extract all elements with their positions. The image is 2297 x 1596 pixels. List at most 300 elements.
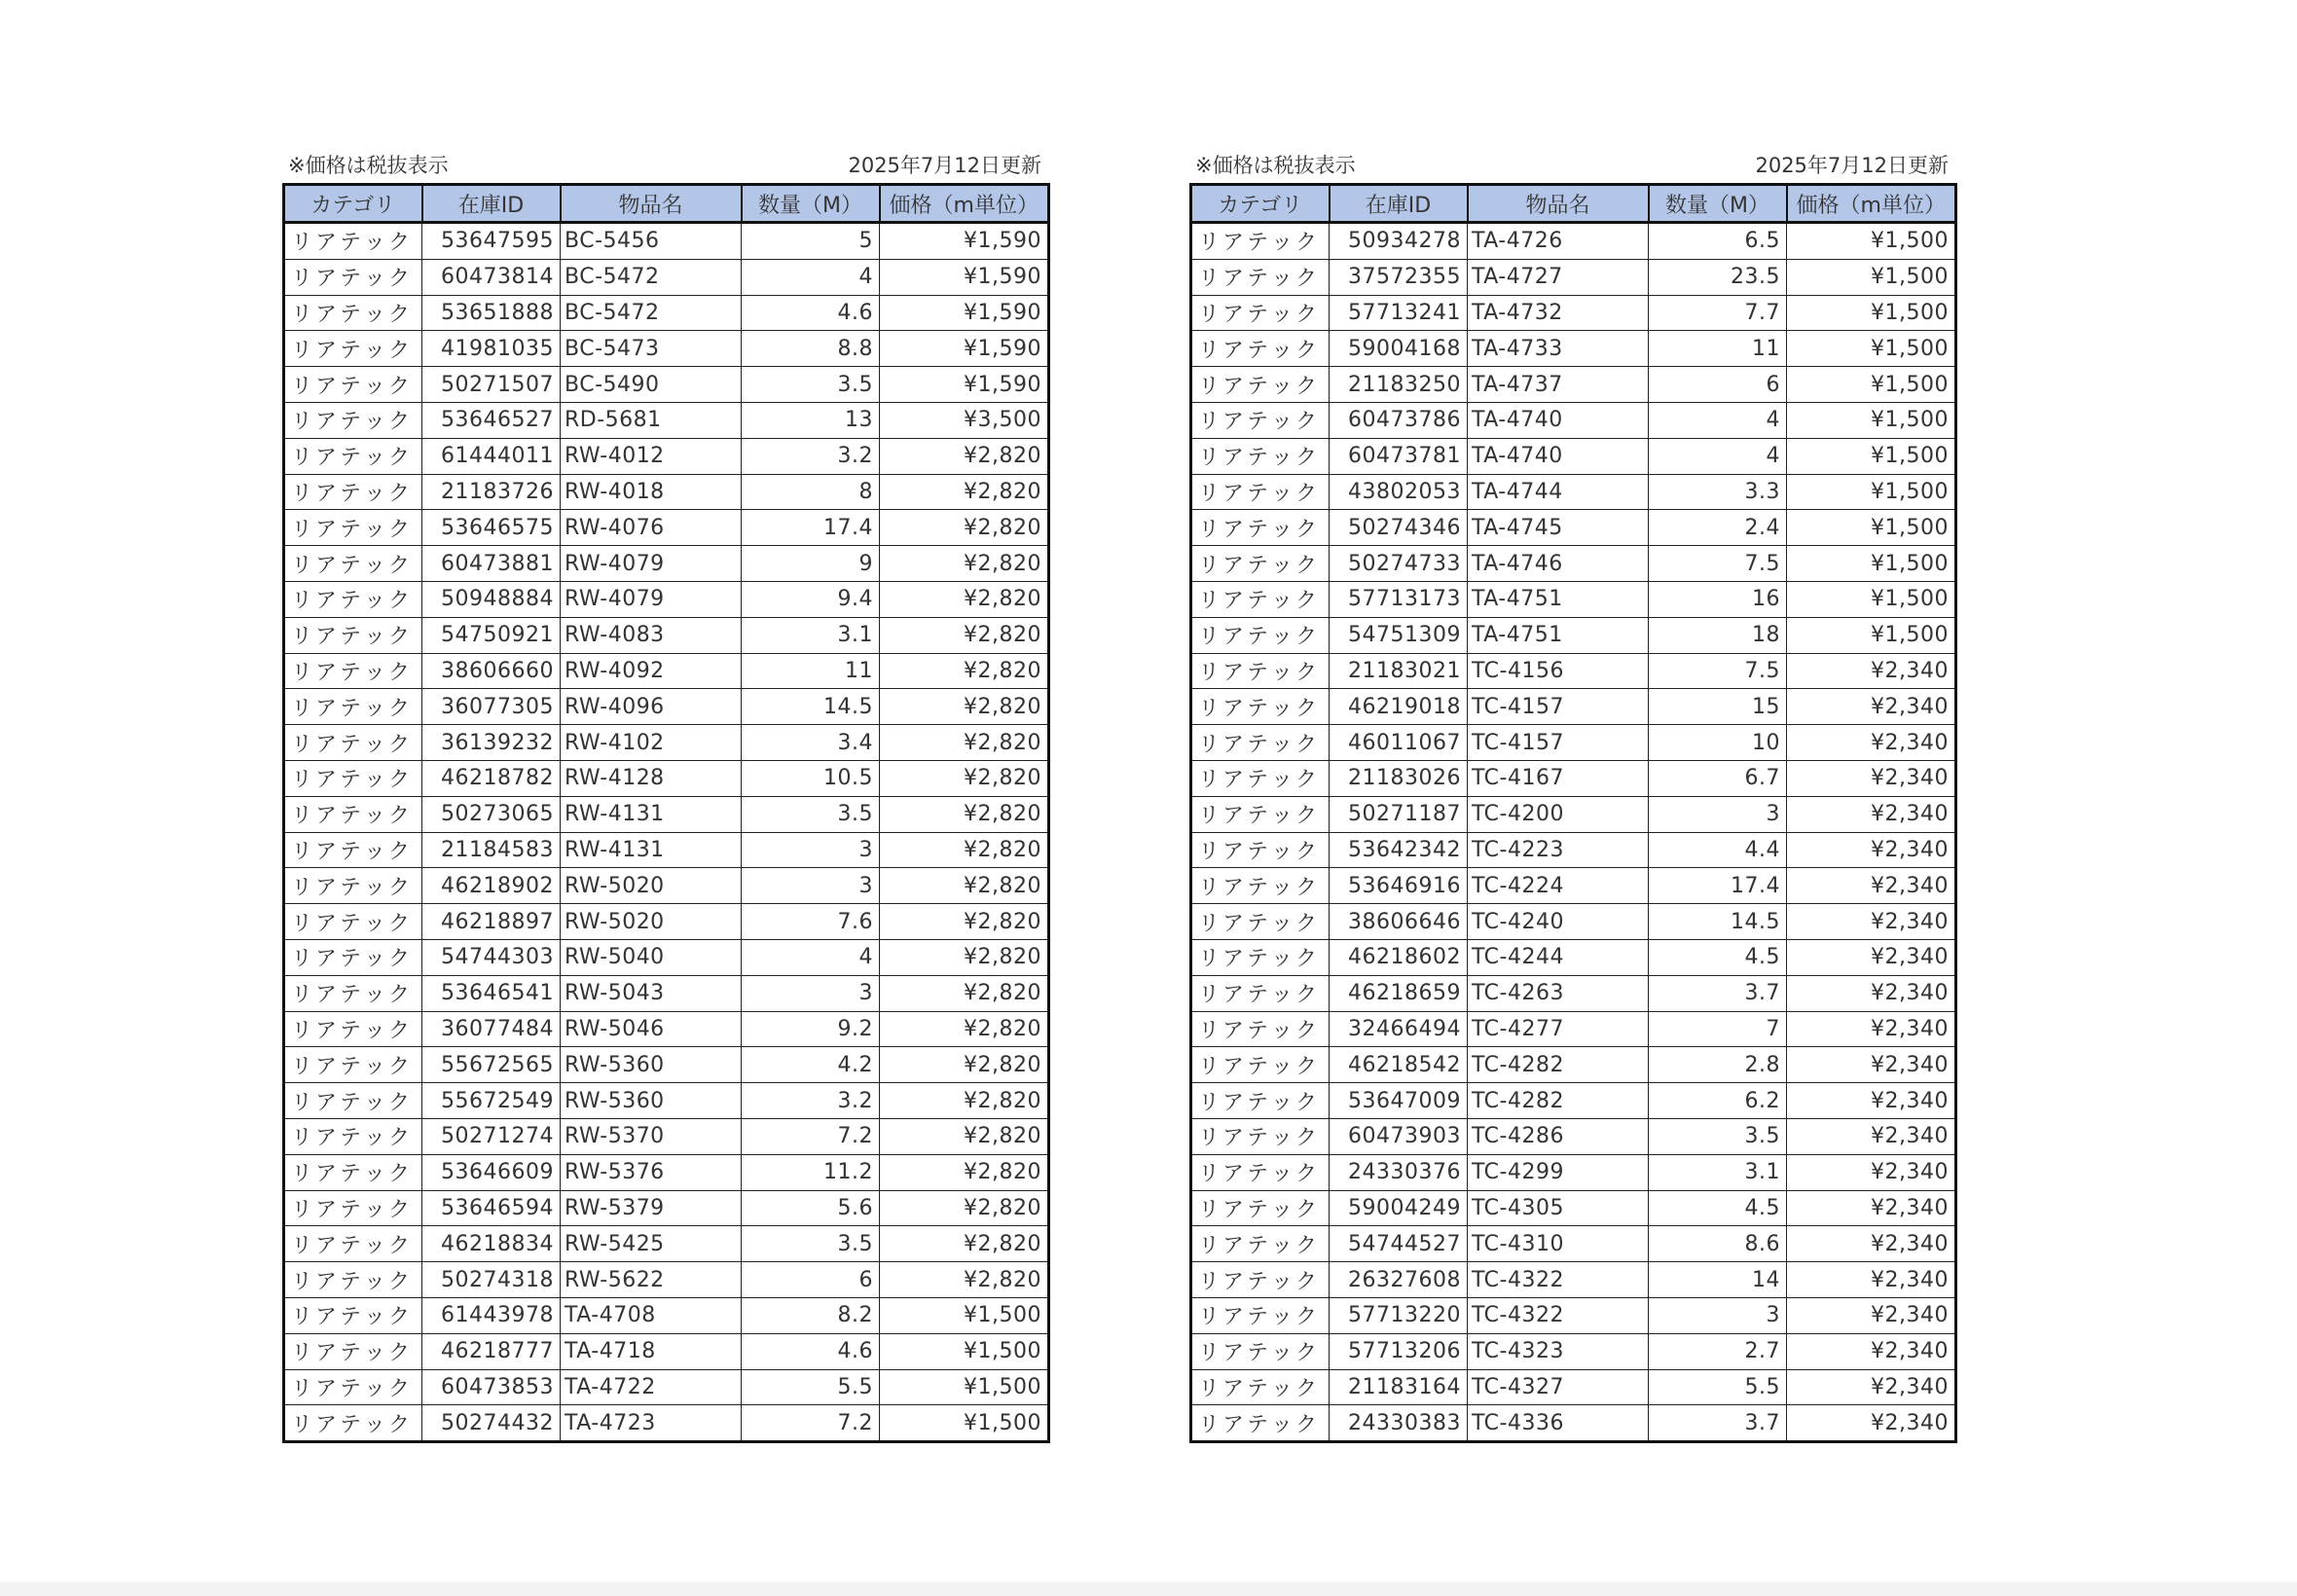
cell-stock-id: 50271507 [422,367,561,403]
header-quantity: 数量（M） [742,185,880,223]
cell-price: ¥1,500 [1787,546,1956,582]
table-row [284,1226,1049,1262]
cell-stock-id: 38606660 [422,653,561,689]
cell-price: ¥1,500 [1787,223,1956,260]
table-row [1191,1083,1956,1119]
cell-category: リアテック [1191,402,1330,438]
cell-quantity: 5.6 [742,1190,880,1226]
cell-price: ¥2,340 [1787,1405,1956,1442]
cell-stock-id: 46218782 [422,760,561,796]
cell-category: リアテック [1191,259,1330,295]
cell-item-name: RW-5360 [561,1083,742,1119]
cell-item-name: TC-4263 [1468,975,1649,1011]
cell-item-name: TA-4744 [1468,474,1649,510]
cell-stock-id: 21183021 [1330,653,1468,689]
cell-quantity: 3.5 [742,1226,880,1262]
cell-item-name: RW-4079 [561,546,742,582]
table-row [1191,689,1956,725]
cell-category: リアテック [284,367,422,403]
cell-quantity: 6.7 [1649,760,1787,796]
inventory-table [282,183,1050,1443]
cell-price: ¥2,340 [1787,1262,1956,1298]
cell-item-name: TC-4327 [1468,1369,1649,1405]
header-stock-id: 在庫ID [1330,185,1468,223]
cell-item-name: TA-4718 [561,1333,742,1369]
cell-price: ¥2,820 [880,546,1049,582]
cell-item-name: RW-5379 [561,1190,742,1226]
cell-stock-id: 21183250 [1330,367,1468,403]
cell-quantity: 4.6 [742,1333,880,1369]
cell-item-name: TA-4740 [1468,438,1649,474]
cell-price: ¥2,820 [880,1154,1049,1190]
cell-stock-id: 26327608 [1330,1262,1468,1298]
table-row [284,1011,1049,1047]
inventory-sheet-right [1189,148,1954,1443]
cell-category: リアテック [1191,1047,1330,1083]
cell-price: ¥2,340 [1787,1190,1956,1226]
cell-item-name: TA-4751 [1468,581,1649,617]
cell-price: ¥2,820 [880,904,1049,940]
cell-category: リアテック [284,474,422,510]
cell-price: ¥2,340 [1787,975,1956,1011]
cell-category: リアテック [284,689,422,725]
table-row [1191,402,1956,438]
cell-item-name: RW-5020 [561,868,742,904]
cell-price: ¥2,340 [1787,1369,1956,1405]
table-row [1191,223,1956,260]
cell-item-name: TC-4244 [1468,939,1649,975]
cell-category: リアテック [284,617,422,653]
cell-item-name: TC-4277 [1468,1011,1649,1047]
cell-quantity: 10 [1649,725,1787,761]
cell-price: ¥2,820 [880,474,1049,510]
cell-category: リアテック [284,653,422,689]
cell-stock-id: 55672549 [422,1083,561,1119]
table-row [1191,975,1956,1011]
table-row [284,474,1049,510]
cell-item-name: TA-4708 [561,1297,742,1333]
table-row [1191,1405,1956,1442]
cell-category: リアテック [284,510,422,546]
cell-price: ¥2,340 [1787,868,1956,904]
cell-price: ¥2,820 [880,581,1049,617]
cell-quantity: 8.8 [742,331,880,367]
cell-stock-id: 46218602 [1330,939,1468,975]
table-row [1191,832,1956,868]
cell-price: ¥2,340 [1787,939,1956,975]
cell-stock-id: 50274346 [1330,510,1468,546]
cell-price: ¥1,500 [880,1369,1049,1405]
cell-category: リアテック [1191,1011,1330,1047]
cell-price: ¥2,820 [880,1226,1049,1262]
cell-price: ¥1,500 [880,1405,1049,1442]
cell-stock-id: 53651888 [422,295,561,331]
cell-item-name: TA-4737 [1468,367,1649,403]
cell-stock-id: 53646609 [422,1154,561,1190]
cell-item-name: RW-5425 [561,1226,742,1262]
table-row [284,904,1049,940]
cell-quantity: 7.7 [1649,295,1787,331]
cell-quantity: 4.6 [742,295,880,331]
cell-quantity: 8 [742,474,880,510]
cell-stock-id: 50271274 [422,1118,561,1154]
cell-quantity: 4.5 [1649,1190,1787,1226]
cell-stock-id: 53642342 [1330,832,1468,868]
cell-price: ¥1,500 [1787,617,1956,653]
table-row [284,689,1049,725]
table-row [1191,617,1956,653]
cell-quantity: 3.1 [742,617,880,653]
cell-stock-id: 24330376 [1330,1154,1468,1190]
cell-item-name: TA-4733 [1468,331,1649,367]
cell-quantity: 9 [742,546,880,582]
cell-item-name: TA-4745 [1468,510,1649,546]
header-item-name: 物品名 [561,185,742,223]
cell-price: ¥2,340 [1787,1333,1956,1369]
cell-stock-id: 21184583 [422,832,561,868]
cell-category: リアテック [1191,1083,1330,1119]
cell-quantity: 3.1 [1649,1154,1787,1190]
cell-quantity: 8.6 [1649,1226,1787,1262]
cell-price: ¥1,590 [880,331,1049,367]
table-row [284,331,1049,367]
cell-quantity: 17.4 [1649,868,1787,904]
cell-quantity: 7.5 [1649,546,1787,582]
cell-category: リアテック [1191,438,1330,474]
cell-stock-id: 46011067 [1330,725,1468,761]
cell-stock-id: 36077305 [422,689,561,725]
table-row [284,760,1049,796]
page-footer-band [0,1582,2297,1596]
cell-stock-id: 60473781 [1330,438,1468,474]
cell-item-name: RW-4076 [561,510,742,546]
cell-price: ¥2,820 [880,510,1049,546]
cell-price: ¥2,820 [880,689,1049,725]
table-row [284,1047,1049,1083]
cell-stock-id: 21183164 [1330,1369,1468,1405]
cell-price: ¥2,340 [1787,1118,1956,1154]
cell-stock-id: 57713241 [1330,295,1468,331]
cell-quantity: 5.5 [742,1369,880,1405]
cell-item-name: RW-4092 [561,653,742,689]
cell-quantity: 7.5 [1649,653,1787,689]
sheet-caption [1189,148,1954,183]
cell-quantity: 3.7 [1649,975,1787,1011]
cell-category: リアテック [284,331,422,367]
cell-price: ¥2,820 [880,1262,1049,1298]
cell-stock-id: 50274432 [422,1405,561,1442]
header-stock-id: 在庫ID [422,185,561,223]
cell-category: リアテック [284,259,422,295]
cell-category: リアテック [1191,939,1330,975]
header-category: カテゴリ [1191,185,1330,223]
cell-category: リアテック [284,223,422,260]
cell-quantity: 3 [742,868,880,904]
table-row [1191,510,1956,546]
cell-category: リアテック [284,402,422,438]
cell-item-name: RW-5360 [561,1047,742,1083]
cell-price: ¥2,340 [1787,1226,1956,1262]
cell-stock-id: 50934278 [1330,223,1468,260]
cell-price: ¥2,820 [880,725,1049,761]
cell-category: リアテック [284,1405,422,1442]
cell-price: ¥2,820 [880,617,1049,653]
cell-stock-id: 37572355 [1330,259,1468,295]
cell-category: リアテック [284,939,422,975]
table-row [284,725,1049,761]
cell-quantity: 3.2 [742,1083,880,1119]
table-row [284,1262,1049,1298]
cell-quantity: 3.2 [742,438,880,474]
table-row [284,1369,1049,1405]
cell-item-name: TC-4282 [1468,1083,1649,1119]
table-row [284,367,1049,403]
table-row [1191,1047,1956,1083]
cell-category: リアテック [284,832,422,868]
header-price: 価格（m単位） [1787,185,1956,223]
cell-category: リアテック [284,1226,422,1262]
cell-price: ¥2,820 [880,1190,1049,1226]
cell-price: ¥3,500 [880,402,1049,438]
cell-stock-id: 38606646 [1330,904,1468,940]
cell-item-name: RW-5622 [561,1262,742,1298]
table-row [284,796,1049,832]
cell-item-name: TC-4336 [1468,1405,1649,1442]
table-row [1191,546,1956,582]
cell-category: リアテック [1191,1190,1330,1226]
table-row [284,653,1049,689]
cell-stock-id: 53647595 [422,223,561,260]
cell-price: ¥1,500 [1787,259,1956,295]
table-row [284,832,1049,868]
table-row [284,617,1049,653]
table-row [1191,438,1956,474]
cell-stock-id: 60473881 [422,546,561,582]
table-row [284,1154,1049,1190]
cell-item-name: TC-4299 [1468,1154,1649,1190]
cell-stock-id: 57713173 [1330,581,1468,617]
cell-category: リアテック [1191,1369,1330,1405]
cell-item-name: RW-4131 [561,796,742,832]
cell-stock-id: 59004249 [1330,1190,1468,1226]
cell-item-name: TC-4156 [1468,653,1649,689]
cell-stock-id: 57713206 [1330,1333,1468,1369]
header-row [284,185,1049,223]
table-row [1191,1011,1956,1047]
cell-category: リアテック [1191,367,1330,403]
cell-stock-id: 46218542 [1330,1047,1468,1083]
cell-item-name: RW-5376 [561,1154,742,1190]
table-row [284,1333,1049,1369]
cell-quantity: 10.5 [742,760,880,796]
cell-price: ¥1,590 [880,223,1049,260]
cell-stock-id: 54744303 [422,939,561,975]
cell-category: リアテック [1191,653,1330,689]
cell-stock-id: 53646527 [422,402,561,438]
cell-price: ¥2,820 [880,939,1049,975]
cell-category: リアテック [284,1333,422,1369]
update-date: 2025年7月12日更新 [1755,154,1949,177]
table-row [284,1297,1049,1333]
cell-quantity: 2.8 [1649,1047,1787,1083]
cell-quantity: 8.2 [742,1297,880,1333]
cell-category: リアテック [284,1154,422,1190]
cell-quantity: 11.2 [742,1154,880,1190]
cell-quantity: 3 [1649,796,1787,832]
table-row [1191,367,1956,403]
cell-item-name: TC-4157 [1468,725,1649,761]
cell-stock-id: 24330383 [1330,1405,1468,1442]
table-row [284,402,1049,438]
cell-item-name: RW-4102 [561,725,742,761]
cell-category: リアテック [1191,295,1330,331]
header-price: 価格（m単位） [880,185,1049,223]
table-row [1191,1333,1956,1369]
table-row [284,868,1049,904]
table-row [284,295,1049,331]
cell-category: リアテック [1191,975,1330,1011]
table-row [284,438,1049,474]
cell-price: ¥2,820 [880,868,1049,904]
cell-item-name: RW-4131 [561,832,742,868]
cell-stock-id: 53646916 [1330,868,1468,904]
cell-item-name: TC-4157 [1468,689,1649,725]
cell-quantity: 3.5 [742,796,880,832]
cell-item-name: RD-5681 [561,402,742,438]
cell-item-name: TC-4305 [1468,1190,1649,1226]
cell-category: リアテック [1191,1333,1330,1369]
cell-category: リアテック [1191,1297,1330,1333]
table-row [1191,581,1956,617]
tax-note: ※価格は税抜表示 [288,154,449,177]
inventory-table [1189,183,1957,1443]
cell-stock-id: 50274318 [422,1262,561,1298]
cell-quantity: 2.7 [1649,1333,1787,1369]
cell-item-name: TA-4740 [1468,402,1649,438]
cell-stock-id: 32466494 [1330,1011,1468,1047]
cell-category: リアテック [284,1369,422,1405]
cell-price: ¥1,590 [880,259,1049,295]
cell-stock-id: 60473814 [422,259,561,295]
cell-quantity: 16 [1649,581,1787,617]
cell-category: リアテック [284,1047,422,1083]
cell-quantity: 5.5 [1649,1369,1787,1405]
table-row [1191,259,1956,295]
cell-category: リアテック [284,1262,422,1298]
cell-stock-id: 60473853 [422,1369,561,1405]
cell-category: リアテック [1191,223,1330,260]
inventory-sheet-left [282,148,1047,1443]
cell-category: リアテック [1191,1262,1330,1298]
cell-item-name: TA-4727 [1468,259,1649,295]
header-row [1191,185,1956,223]
table-row [1191,1190,1956,1226]
cell-quantity: 3 [742,832,880,868]
cell-item-name: TC-4224 [1468,868,1649,904]
cell-stock-id: 53646594 [422,1190,561,1226]
cell-category: リアテック [1191,832,1330,868]
table-row [284,259,1049,295]
tax-note: ※価格は税抜表示 [1195,154,1356,177]
cell-quantity: 6.2 [1649,1083,1787,1119]
cell-price: ¥2,820 [880,1011,1049,1047]
cell-category: リアテック [284,1011,422,1047]
cell-stock-id: 53647009 [1330,1083,1468,1119]
cell-category: リアテック [1191,581,1330,617]
cell-stock-id: 21183726 [422,474,561,510]
cell-category: リアテック [1191,725,1330,761]
cell-category: リアテック [1191,689,1330,725]
cell-price: ¥1,500 [1787,402,1956,438]
cell-category: リアテック [284,581,422,617]
cell-quantity: 6 [1649,367,1787,403]
cell-category: リアテック [284,760,422,796]
cell-quantity: 17.4 [742,510,880,546]
cell-quantity: 3 [1649,1297,1787,1333]
table-row [1191,1118,1956,1154]
cell-category: リアテック [284,796,422,832]
table-row [284,223,1049,260]
cell-quantity: 14.5 [1649,904,1787,940]
cell-quantity: 3 [742,975,880,1011]
cell-item-name: RW-4079 [561,581,742,617]
cell-category: リアテック [284,1118,422,1154]
cell-quantity: 7.2 [742,1405,880,1442]
cell-item-name: TA-4751 [1468,617,1649,653]
cell-stock-id: 54751309 [1330,617,1468,653]
cell-stock-id: 54750921 [422,617,561,653]
cell-quantity: 6.5 [1649,223,1787,260]
cell-category: リアテック [284,868,422,904]
cell-item-name: BC-5472 [561,259,742,295]
cell-stock-id: 21183026 [1330,760,1468,796]
table-row [1191,1297,1956,1333]
cell-item-name: TC-4200 [1468,796,1649,832]
cell-item-name: TA-4723 [561,1405,742,1442]
cell-quantity: 9.2 [742,1011,880,1047]
table-row [1191,760,1956,796]
cell-stock-id: 36139232 [422,725,561,761]
cell-quantity: 4 [742,259,880,295]
update-date: 2025年7月12日更新 [848,154,1041,177]
cell-item-name: TC-4223 [1468,832,1649,868]
cell-item-name: RW-5040 [561,939,742,975]
cell-stock-id: 53646541 [422,975,561,1011]
cell-item-name: RW-5043 [561,975,742,1011]
table-row [284,546,1049,582]
header-quantity: 数量（M） [1649,185,1787,223]
cell-price: ¥2,340 [1787,1297,1956,1333]
table-row [1191,796,1956,832]
cell-stock-id: 43802053 [1330,474,1468,510]
cell-stock-id: 61443978 [422,1297,561,1333]
cell-category: リアテック [1191,760,1330,796]
cell-category: リアテック [1191,546,1330,582]
table-row [1191,1262,1956,1298]
cell-stock-id: 50273065 [422,796,561,832]
table-row [1191,653,1956,689]
cell-stock-id: 59004168 [1330,331,1468,367]
cell-category: リアテック [1191,796,1330,832]
cell-price: ¥2,340 [1787,725,1956,761]
header-category: カテゴリ [284,185,422,223]
table-row [284,1118,1049,1154]
cell-item-name: RW-5020 [561,904,742,940]
cell-item-name: BC-5472 [561,295,742,331]
cell-item-name: RW-4012 [561,438,742,474]
cell-quantity: 7.6 [742,904,880,940]
cell-item-name: TC-4323 [1468,1333,1649,1369]
